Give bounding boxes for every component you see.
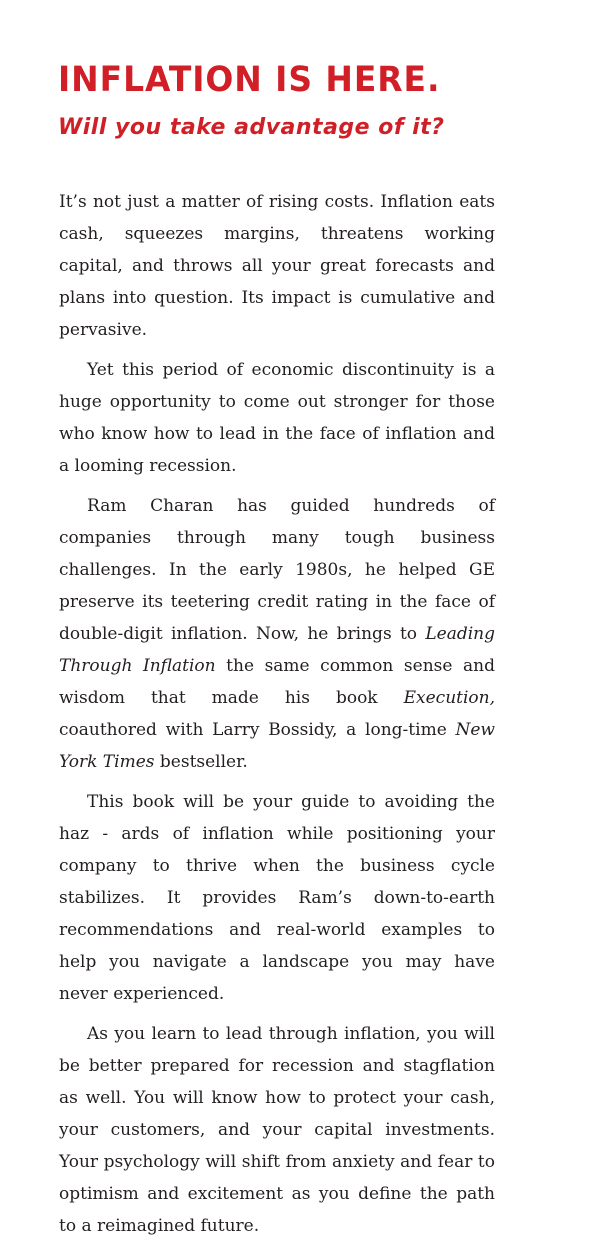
paragraph-3-part-e: coauthored with Larry Bossidy, a long-time — [59, 720, 456, 740]
headline: INFLATION IS HERE. — [58, 60, 441, 100]
book-title-execution: Execution, — [403, 688, 495, 708]
paragraph-3-part-c: the same common sense and wisdom that made his book — [59, 656, 495, 708]
paragraph-4: This book will be your guide to avoiding the haz - ards of inflation while positioning your company to thrive when the business cycle stabilizes. It provides Ram’s down-to-earth recommendations and real-world examples to help you navigate a landscape you may have never experienced. — [59, 792, 495, 1004]
publication-new-york-times: New York Times — [59, 720, 495, 772]
paragraph-3-part-g: bestseller. — [154, 752, 248, 772]
book-title-leading-through-inflation: Leading Through Inflation — [59, 624, 495, 676]
paragraph-5: As you learn to lead through inflation, you will be better prepared for recession and stagflation as well. You will know how to protect your cash, your customers, and your capital investments. Your psychology will shift from anxiety and fear to optimism and excitement as you define the path to a reimagined future. — [59, 1024, 495, 1236]
paragraph-3-part-a: Ram Charan has guided hundreds of companies through many tough business challenges. In the early 1980s, he helped GE preserve its teetering credit rating in the face of double-digit inflation. Now, he brings to — [59, 496, 495, 644]
paragraph-3 — [59, 490, 495, 778]
paragraph-1: It’s not just a matter of rising costs. Inflation eats cash, squeezes margins, threatens working capital, and throws all your great forecasts and plans into question. Its impact is cumulative and pervasive. — [59, 192, 495, 340]
subheadline: Will you take advantage of it? — [58, 115, 445, 140]
paragraph-2: Yet this period of economic discontinuity is a huge opportunity to come out stronger for those who know how to lead in the face of inflation and a looming recession. — [59, 360, 495, 476]
description-body — [59, 186, 495, 1242]
